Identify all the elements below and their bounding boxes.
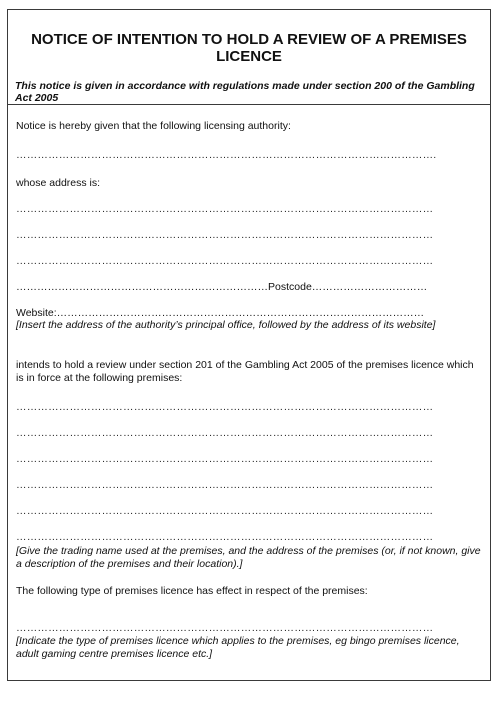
address-line-3[interactable]: ……………………………………………………………………………………………………… (16, 255, 434, 267)
premises-line-5[interactable]: ……………………………………………………………………………………………………… (16, 505, 434, 517)
premises-line-4[interactable]: ……………………………………………………………………………………………………… (16, 479, 434, 491)
premises-line-2[interactable]: ……………………………………………………………………………………………………… (16, 427, 434, 439)
premises-line-3[interactable]: ……………………………………………………………………………………………………… (16, 453, 434, 465)
licence-type-line[interactable]: ……………………………………………………………………………………………………… (16, 622, 434, 634)
premises-line-1[interactable]: ……………………………………………………………………………………………………… (16, 401, 434, 413)
legal-basis-note: This notice is given in accordance with regulations made under section 200 of the Gambling Act 2005 (15, 80, 475, 104)
licence-type-instruction: [Indicate the type of premises licence which applies to the premises, eg bingo premises licence, adult gaming centre premises licence etc.] (16, 635, 460, 660)
page-title: NOTICE OF INTENTION TO HOLD A REVIEW OF A PREMISES LICENCE (31, 31, 467, 65)
address-label: whose address is: (16, 177, 101, 189)
review-text: intends to hold a review under section 201 of the Gambling Act 2005 of the premises licence which is in force at the following premises: (16, 359, 474, 384)
premises-instruction: [Give the trading name used at the premises, and the address of the premises (or, if not known, give a description of the premises and their location).] (16, 545, 481, 570)
address-line-1[interactable]: ……………………………………………………………………………………………………… (16, 203, 434, 215)
intro-text: Notice is hereby given that the following licensing authority: (16, 120, 291, 132)
postcode-row (16, 281, 427, 294)
website-label: Website: (16, 307, 57, 319)
website-field[interactable]: …………………………………………………………………………………………… (56, 307, 425, 319)
notice-form (7, 9, 491, 681)
address-line-2[interactable]: ……………………………………………………………………………………………………… (16, 229, 434, 241)
address-instruction: [Insert the address of the authority’s principal office, followed by the address of its website] (16, 319, 436, 331)
licence-type-text: The following type of premises licence has effect in respect of the premises: (16, 585, 368, 597)
address-line-4[interactable]: ……………………………………………………………… (16, 281, 268, 293)
postcode-label: Postcode (268, 281, 312, 293)
title-section (8, 10, 490, 105)
postcode-field[interactable]: …………………………… (311, 281, 428, 293)
authority-name-line[interactable]: ………………………………………………………………………………………………………. (16, 149, 437, 161)
premises-line-6[interactable]: ……………………………………………………………………………………………………… (16, 531, 434, 543)
